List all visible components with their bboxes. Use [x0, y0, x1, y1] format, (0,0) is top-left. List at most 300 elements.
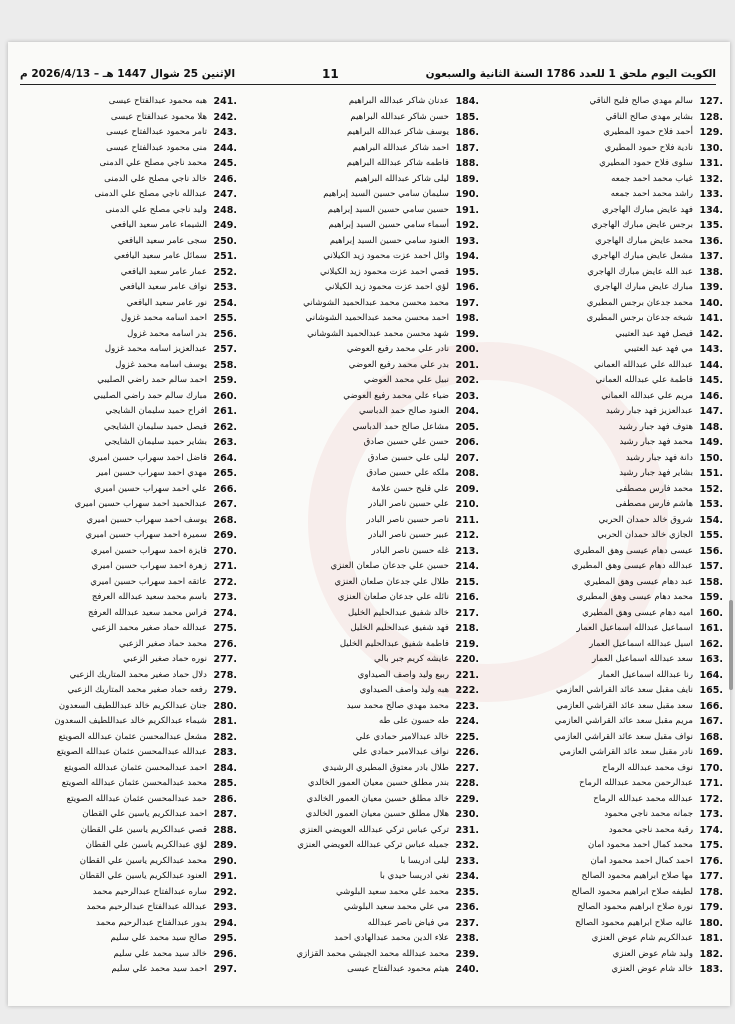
item-number: 233.	[455, 855, 479, 867]
person-name: محمد حماد صغير الزعبي	[119, 638, 207, 649]
item-number: 186.	[455, 127, 479, 138]
item-number: 145.	[699, 375, 723, 386]
list-item	[8, 854, 237, 870]
list-item	[244, 265, 479, 281]
list-item	[488, 296, 723, 312]
item-number: 284.	[213, 762, 237, 774]
person-name: احمد عبدالكريم ياسين علي القطان	[82, 809, 207, 819]
person-name: الجازي خالد حمدان الحربي	[597, 530, 693, 540]
item-number: 271.	[213, 561, 237, 572]
person-name: نورة صلاح ابراهيم محمود الصالح	[577, 902, 693, 912]
names-column-2	[244, 94, 479, 978]
person-name: طلال بادر معتوق المطيري الرشيدي	[322, 762, 449, 773]
person-name: محمد دهام عيسى وهق المطيري	[576, 592, 693, 602]
person-name: يوسف اسامه محمد غزول	[115, 359, 207, 370]
person-name: احمد عبدالمحسن عثمان عبدالله الصويتع	[64, 762, 207, 773]
person-name: شيخه جدعان برجس المطيري	[586, 313, 693, 323]
list-item	[244, 280, 479, 296]
person-name: بشاير حميد سليمان الشايجي	[104, 437, 207, 447]
person-name: ساره عبدالفتاح عبدالرحيم محمد	[92, 886, 207, 897]
person-name: غله حسين ناصر البادر	[371, 545, 449, 556]
person-name: عبدالرحمن محمد عبدالله الرماح	[579, 778, 693, 788]
person-name: العنود سامي حسين السيد إبراهيم	[329, 235, 449, 246]
person-name: عبدالعزيز فهد جبار رشيد	[605, 406, 693, 416]
item-number: 268.	[213, 514, 237, 526]
person-name: محمد عبدالله محمد الجيشي محمد القزازي	[296, 948, 449, 959]
list-item	[8, 358, 237, 374]
item-number: 147.	[699, 406, 723, 417]
list-item	[488, 311, 723, 327]
list-item	[488, 451, 723, 467]
list-item	[8, 373, 237, 389]
person-name: العنود عبدالكريم ياسين علي القطان	[79, 871, 207, 881]
list-item	[488, 776, 723, 792]
person-name: خالد ناجي مصلح علي الدمنى	[104, 173, 207, 184]
item-number: 245.	[213, 158, 237, 169]
person-name: ضياء علي محمد رفيع العوضي	[343, 390, 449, 401]
list-item	[244, 962, 479, 978]
item-number: 196.	[455, 282, 479, 293]
person-name: خالد شام عوض العنزي	[611, 964, 693, 974]
item-number: 283.	[213, 747, 237, 758]
item-number: 128.	[699, 111, 723, 123]
list-item	[244, 296, 479, 312]
item-number: 294.	[213, 917, 237, 929]
list-item	[488, 466, 723, 482]
person-name: رنا عبدالله اسماعيل العمار	[598, 669, 693, 680]
person-name: اميه دهام عيسى وهق المطيري	[582, 607, 693, 618]
item-number: 176.	[699, 855, 723, 867]
list-item	[8, 296, 237, 312]
item-number: 219.	[455, 638, 479, 650]
item-number: 137.	[699, 251, 723, 262]
list-item	[244, 141, 479, 157]
item-number: 185.	[455, 111, 479, 123]
person-name: اسماعيل عبدالله اسماعيل العمار	[576, 623, 693, 633]
list-item	[244, 916, 479, 932]
person-name: شهد محسن محمد عبدالحميد الشوشاني	[307, 328, 449, 339]
list-item	[488, 141, 723, 157]
item-number: 163.	[699, 654, 723, 665]
person-name: أحمد فلاح حمود المطيري	[603, 127, 693, 137]
item-number: 178.	[699, 886, 723, 898]
list-item	[488, 497, 723, 513]
list-item	[244, 590, 479, 606]
list-item	[244, 482, 479, 498]
person-name: دانة فهد جبار رشيد	[625, 452, 693, 463]
item-number: 172.	[699, 793, 723, 805]
person-name: شروق خالد حمدان الحربي	[598, 514, 693, 525]
person-name: بشاير مهدي صالح الناقي	[605, 111, 693, 122]
person-name: مشعل عايض مبارك الهاجري	[591, 251, 693, 261]
item-number: 138.	[699, 266, 723, 278]
item-number: 190.	[455, 189, 479, 200]
item-number: 290.	[213, 855, 237, 867]
list-item	[8, 342, 237, 358]
person-name: ليلى شاكر عبدالله البراهيم	[354, 173, 449, 184]
list-item	[244, 637, 479, 653]
list-item	[488, 730, 723, 746]
list-item	[488, 125, 723, 141]
person-name: عدنان شاكر عبدالله البراهيم	[348, 96, 449, 106]
list-item	[244, 497, 479, 513]
item-number: 275.	[213, 623, 237, 634]
list-item	[8, 94, 237, 110]
person-name: وليد شام عوض العنزي	[612, 948, 693, 959]
item-number: 286.	[213, 793, 237, 805]
list-item	[8, 559, 237, 575]
person-name: صالح سيد محمد علي سليم	[110, 933, 207, 943]
item-number: 136.	[699, 235, 723, 247]
item-number: 277.	[213, 654, 237, 665]
person-name: ليلى ادريسا با	[400, 855, 449, 866]
item-number: 175.	[699, 840, 723, 851]
list-item	[8, 156, 237, 172]
list-item	[488, 916, 723, 932]
list-item	[488, 792, 723, 808]
list-item	[8, 203, 237, 219]
list-item	[244, 528, 479, 544]
item-number: 220.	[455, 654, 479, 665]
item-number: 276.	[213, 638, 237, 650]
list-item	[8, 389, 237, 405]
item-number: 168.	[699, 731, 723, 743]
list-item	[8, 900, 237, 916]
person-name: مي فياض ناصر عبدالله	[367, 917, 449, 928]
item-number: 171.	[699, 778, 723, 789]
person-name: مها صلاح ابراهيم محمود الصالح	[581, 871, 693, 881]
person-name: نبيل علي محمد العوضي	[363, 375, 449, 385]
item-number: 211.	[455, 514, 479, 526]
item-number: 270.	[213, 545, 237, 557]
person-name: سميرة احمد سهراب حسين اميري	[85, 530, 207, 540]
person-name: حسين سامي حسين السيد إبراهيم	[327, 204, 449, 215]
person-name: بدور عبدالفتاح عبدالرحيم محمد	[96, 917, 207, 928]
person-name: علي احمد سهراب حسين اميري	[94, 483, 207, 494]
person-name: حسين علي جدعان صلعان العنزي	[330, 561, 449, 571]
person-name: نواف مقبل سعد عائد القراشي العازمي	[554, 731, 693, 742]
person-name: لؤي احمد عزت محمود زيد الكيلاني	[324, 282, 449, 292]
list-item	[244, 838, 479, 854]
person-name: مريم مقبل سعد عائد القراشي العازمي	[554, 716, 693, 726]
person-name: تامر محمود عبدالفتاح عيسى	[106, 127, 207, 137]
item-number: 158.	[699, 576, 723, 588]
list-item	[488, 900, 723, 916]
list-item	[244, 234, 479, 250]
item-number: 231.	[455, 824, 479, 836]
list-item	[488, 637, 723, 653]
person-name: زهرة احمد سهراب حسين اميري	[91, 561, 207, 571]
item-number: 210.	[455, 499, 479, 510]
item-number: 287.	[213, 809, 237, 820]
list-item	[8, 962, 237, 978]
person-name: سلوى فلاح حمود المطيري	[599, 158, 693, 168]
person-name: بدر علي محمد رفيع العوضي	[348, 359, 449, 370]
person-name: محمد علي محمد سعيد البلوشي	[335, 886, 449, 897]
list-item	[244, 420, 479, 436]
item-number: 226.	[455, 747, 479, 758]
item-number: 250.	[213, 235, 237, 247]
item-number: 134.	[699, 204, 723, 216]
person-name: نواف عامر سعيد اليافعي	[119, 282, 207, 292]
person-name: عبدالله عبدالفتاح عبدالرحيم محمد	[86, 902, 207, 912]
person-name: حمد عبدالمحسن عثمان عبدالله الصويتع	[66, 793, 207, 804]
person-name: سمائل عامر سعيد اليافعي	[113, 251, 207, 261]
person-name: محمد ناجي مصلح علي الدمنى	[99, 158, 207, 168]
person-name: خالد سيد محمد علي سليم	[113, 948, 207, 959]
item-number: 218.	[455, 623, 479, 634]
list-item	[244, 327, 479, 343]
person-name: احمد شاكر عبدالله البراهيم	[352, 142, 449, 153]
item-number: 236.	[455, 902, 479, 913]
item-number: 209.	[455, 483, 479, 495]
list-item	[8, 807, 237, 823]
item-number: 174.	[699, 824, 723, 836]
item-number: 217.	[455, 607, 479, 619]
person-name: رفعه حماد صغير محمد المتاريك الزعبي	[67, 685, 207, 695]
names-column-3	[8, 94, 237, 978]
item-number: 129.	[699, 127, 723, 138]
item-number: 194.	[455, 251, 479, 262]
person-name: نور عامر سعيد اليافعي	[126, 297, 207, 308]
person-name: فاطمة شفيق عبدالحليم الخليل	[339, 638, 449, 649]
person-name: رقية محمد ناجي محمود	[608, 824, 693, 835]
person-name: محمد عبدالكريم ياسين علي القطان	[79, 855, 207, 866]
person-name: افراح حميد سليمان الشايجي	[105, 406, 207, 416]
list-item	[244, 110, 479, 126]
item-number: 274.	[213, 607, 237, 619]
list-item	[244, 776, 479, 792]
item-number: 289.	[213, 840, 237, 851]
list-item	[244, 714, 479, 730]
scrollbar-thumb[interactable]	[729, 600, 733, 690]
item-number: 232.	[455, 840, 479, 851]
item-number: 159.	[699, 592, 723, 603]
list-item	[488, 404, 723, 420]
person-name: فايزة احمد سهراب حسين اميري	[90, 545, 207, 556]
item-number: 160.	[699, 607, 723, 619]
list-item	[8, 916, 237, 932]
list-item	[8, 931, 237, 947]
item-number: 203.	[455, 390, 479, 402]
page-header	[20, 64, 716, 85]
item-number: 208.	[455, 468, 479, 479]
list-item	[8, 234, 237, 250]
list-item	[488, 420, 723, 436]
item-number: 167.	[699, 716, 723, 727]
item-number: 127.	[699, 96, 723, 107]
list-item	[488, 327, 723, 343]
item-number: 165.	[699, 685, 723, 696]
item-number: 223.	[455, 700, 479, 712]
item-number: 153.	[699, 499, 723, 510]
item-number: 164.	[699, 669, 723, 681]
person-name: بدر اسامه محمد غزول	[127, 328, 207, 339]
person-name: ناصر حسين ناصر البادر	[366, 514, 449, 525]
item-number: 189.	[455, 173, 479, 185]
list-item	[244, 885, 479, 901]
list-item	[488, 373, 723, 389]
list-item	[488, 513, 723, 529]
list-item	[244, 730, 479, 746]
person-name: ليلى علي حسين صادق	[367, 452, 449, 463]
list-item	[244, 761, 479, 777]
list-item	[8, 621, 237, 637]
list-item	[488, 962, 723, 978]
list-item	[488, 544, 723, 560]
item-number: 195.	[455, 266, 479, 278]
names-column-1	[488, 94, 723, 978]
list-item	[8, 404, 237, 420]
person-name: شيماء عبدالكريم خالد عبداللطيف السعدون	[54, 716, 207, 726]
item-number: 235.	[455, 886, 479, 898]
list-item	[488, 358, 723, 374]
person-name: الشيماء عامر سعيد اليافعي	[110, 220, 207, 230]
item-number: 261.	[213, 406, 237, 417]
list-item	[488, 807, 723, 823]
list-item	[244, 172, 479, 188]
item-number: 215.	[455, 576, 479, 588]
item-number: 184.	[455, 96, 479, 107]
item-number: 237.	[455, 917, 479, 929]
person-name: عاتقه احمد سهراب حسين اميري	[90, 576, 207, 587]
list-item	[244, 621, 479, 637]
item-number: 273.	[213, 592, 237, 603]
item-number: 272.	[213, 576, 237, 588]
item-number: 193.	[455, 235, 479, 247]
person-name: هبه محمود عبدالفتاح عيسى	[108, 96, 207, 106]
item-number: 132.	[699, 173, 723, 185]
item-number: 280.	[213, 700, 237, 712]
list-item	[8, 699, 237, 715]
person-name: هيثم محمود عبدالفتاح عيسى	[347, 964, 449, 974]
item-number: 166.	[699, 700, 723, 712]
item-number: 199.	[455, 328, 479, 340]
list-item	[244, 606, 479, 622]
item-number: 225.	[455, 731, 479, 743]
list-item	[8, 513, 237, 529]
list-item	[488, 249, 723, 265]
item-number: 144.	[699, 359, 723, 371]
item-number: 238.	[455, 933, 479, 944]
list-item	[244, 342, 479, 358]
item-number: 150.	[699, 452, 723, 464]
item-number: 213.	[455, 545, 479, 557]
list-item	[8, 885, 237, 901]
person-name: احمد سالم حمد راضي الصليبي	[97, 375, 207, 385]
list-item	[488, 94, 723, 110]
person-name: مشاعل صالح حمد الدباسي	[352, 421, 449, 432]
list-item	[244, 652, 479, 668]
item-number: 260.	[213, 390, 237, 402]
list-item	[488, 590, 723, 606]
item-number: 222.	[455, 685, 479, 696]
item-number: 154.	[699, 514, 723, 526]
list-item	[8, 249, 237, 265]
list-item	[8, 730, 237, 746]
person-name: نوف محمد عبدالله الرماح	[602, 762, 693, 773]
person-name: عبدالله علي عبدالله العماني	[593, 359, 693, 370]
list-item	[8, 575, 237, 591]
person-name: مبارك سالم حمد راضي الصليبي	[93, 390, 207, 401]
list-item	[488, 931, 723, 947]
person-name: جمانه محمد ناجي محمود	[604, 809, 693, 819]
item-number: 180.	[699, 917, 723, 929]
list-item	[8, 947, 237, 963]
person-name: حسن علي حسين صادق	[363, 437, 449, 447]
person-name: محمد عايض مبارك الهاجري	[595, 235, 693, 246]
person-name: وليد ناجي مصلح علي الدمنى	[105, 204, 207, 215]
person-name: فاطمه شاكر عبدالله البراهيم	[346, 158, 449, 168]
item-number: 248.	[213, 204, 237, 216]
item-number: 202.	[455, 375, 479, 386]
person-name: هاشم فارس مصطفى	[615, 499, 693, 509]
person-name: ربيع وليد واصف الصيداوي	[357, 669, 449, 680]
person-name: هتوف فهد جبار رشيد	[618, 421, 693, 432]
person-name: هلال مطلق حسين معيان العمور الخالدي	[305, 809, 449, 819]
list-item	[8, 280, 237, 296]
list-item	[8, 451, 237, 467]
list-item	[244, 358, 479, 374]
person-name: عبدالحميد احمد سهراب حسين اميري	[74, 499, 207, 509]
list-item	[8, 776, 237, 792]
person-name: احمد اسامه محمد غزول	[120, 313, 207, 323]
item-number: 255.	[213, 313, 237, 324]
item-number: 288.	[213, 824, 237, 836]
item-number: 157.	[699, 561, 723, 572]
item-number: 197.	[455, 297, 479, 309]
item-number: 242.	[213, 111, 237, 123]
person-name: عمار عامر سعيد اليافعي	[120, 266, 207, 277]
list-item	[8, 590, 237, 606]
person-name: بشاير فهد جبار رشيد	[619, 468, 693, 478]
list-item	[244, 559, 479, 575]
person-name: مبارك عايض مبارك الهاجري	[593, 282, 693, 292]
list-item	[244, 668, 479, 684]
header-date: الإثنين 25 شوال 1447 هـ – 2026/4/13 م	[20, 68, 236, 80]
list-item	[8, 745, 237, 761]
item-number: 212.	[455, 530, 479, 541]
item-number: 285.	[213, 778, 237, 789]
list-item	[244, 792, 479, 808]
item-number: 239.	[455, 948, 479, 960]
list-item	[8, 823, 237, 839]
item-number: 181.	[699, 933, 723, 944]
item-number: 192.	[455, 220, 479, 231]
list-item	[488, 218, 723, 234]
person-name: سليمان سامي حسين السيد إبراهيم	[323, 189, 449, 199]
list-item	[8, 652, 237, 668]
item-number: 183.	[699, 964, 723, 975]
list-item	[8, 265, 237, 281]
list-item	[8, 668, 237, 684]
list-item	[488, 187, 723, 203]
person-name: هلا محمود عبدالفتاح عيسى	[110, 111, 207, 122]
item-number: 246.	[213, 173, 237, 185]
item-number: 265.	[213, 468, 237, 479]
list-item	[8, 838, 237, 854]
list-item	[244, 466, 479, 482]
item-number: 205.	[455, 421, 479, 433]
item-number: 240.	[455, 964, 479, 975]
person-name: منى محمود عبدالفتاح عيسى	[106, 142, 207, 153]
person-name: عبدالله ناجي مصلح علي الدمنى	[94, 189, 207, 199]
list-item	[244, 683, 479, 699]
person-name: عبدالله دهام عيسى وهق المطيري	[571, 561, 693, 571]
person-name: سالم مهدي صالح فليح الناقي	[589, 96, 693, 106]
list-item	[8, 218, 237, 234]
item-number: 263.	[213, 437, 237, 448]
